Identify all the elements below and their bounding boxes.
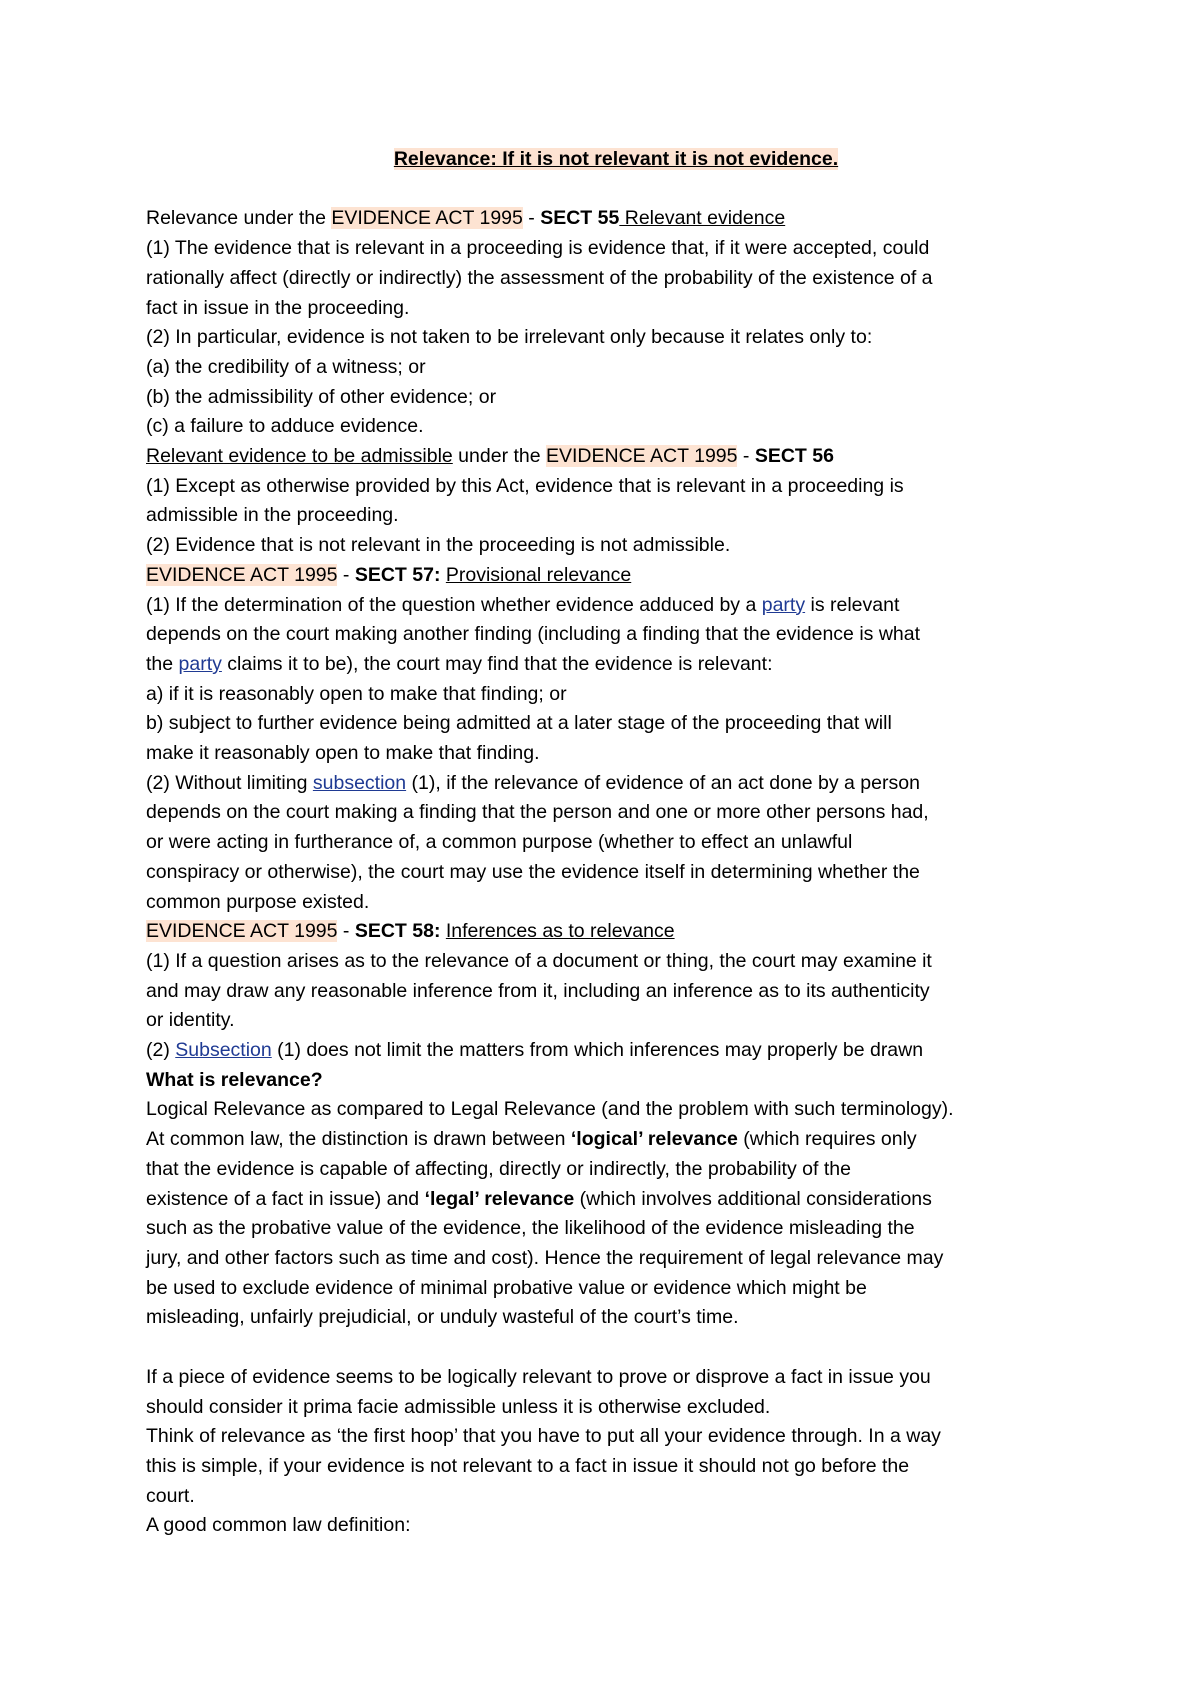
paragraph-line: depends on the court making another finding (including a finding that the evidence is what bbox=[146, 623, 921, 646]
paragraph-line: (1) If the determination of the question whether evidence adduced by a party is relevant bbox=[146, 593, 900, 616]
act-name: EVIDENCE ACT 1995 bbox=[331, 207, 523, 230]
paragraph-line: A good common law definition: bbox=[146, 1514, 411, 1537]
paragraph-line: depends on the court making a finding that the person and one or more other persons had, bbox=[146, 801, 929, 824]
paragraph-line: fact in issue in the proceeding. bbox=[146, 296, 410, 319]
paragraph-line: should consider it prima facie admissible unless it is otherwise excluded. bbox=[146, 1395, 771, 1418]
sect56-heading-line: Relevant evidence to be admissible under the EVIDENCE ACT 1995 - SECT 56 bbox=[146, 445, 834, 468]
list-item: (b) the admissibility of other evidence; or bbox=[146, 385, 497, 408]
paragraph-line: or identity. bbox=[146, 1009, 235, 1032]
paragraph-line: make it reasonably open to make that finding. bbox=[146, 742, 540, 765]
paragraph-line: b) subject to further evidence being admitted at a later stage of the proceeding that will bbox=[146, 712, 892, 735]
paragraph-line: such as the probative value of the evidence, the likelihood of the evidence misleading the bbox=[146, 1217, 915, 1240]
paragraph-line: (2) Without limiting subsection (1), if the relevance of evidence of an act done by a person bbox=[146, 771, 920, 794]
section-number: SECT 56 bbox=[754, 445, 834, 468]
logical-relevance-term: ‘logical’ relevance bbox=[570, 1128, 738, 1151]
paragraph-line: (2) In particular, evidence is not taken to be irrelevant only because it relates only to: bbox=[146, 326, 873, 349]
paragraph-line: common purpose existed. bbox=[146, 890, 370, 913]
paragraph-line: conspiracy or otherwise), the court may use the evidence itself in determining whether the bbox=[146, 860, 920, 883]
title-text: Relevance: If it is not relevant it is not evidence. bbox=[393, 148, 839, 170]
act-name: EVIDENCE ACT 1995 bbox=[546, 445, 738, 468]
section-number: SECT 55 bbox=[540, 207, 620, 230]
section-heading: Relevant evidence bbox=[619, 207, 786, 230]
paragraph-line: or were acting in furtherance of, a common purpose (whether to effect an unlawful bbox=[146, 831, 853, 854]
party-link[interactable]: party bbox=[178, 652, 222, 675]
paragraph-line: existence of a fact in issue) and ‘legal’ relevance (which involves additional considerations bbox=[146, 1187, 932, 1210]
paragraph-line: (1) The evidence that is relevant in a proceeding is evidence that, if it were accepted, could bbox=[146, 237, 930, 260]
document-title bbox=[146, 145, 1086, 175]
paragraph-line: If a piece of evidence seems to be logically relevant to prove or disprove a fact in issue you bbox=[146, 1365, 931, 1388]
party-link[interactable]: party bbox=[761, 593, 806, 616]
paragraph-line: Think of relevance as ‘the first hoop’ that you have to put all your evidence through. In a way bbox=[146, 1425, 941, 1448]
section-heading: Inferences as to relevance bbox=[445, 920, 675, 943]
list-item: (c) a failure to adduce evidence. bbox=[146, 415, 424, 438]
paragraph-line: At common law, the distinction is drawn between ‘logical’ relevance (which requires only bbox=[146, 1128, 917, 1151]
document-page bbox=[146, 145, 1086, 1541]
sect57-heading-line: EVIDENCE ACT 1995 - SECT 57: Provisional relevance bbox=[146, 563, 632, 586]
paragraph-line: and may draw any reasonable inference from it, including an inference as to its authenticity bbox=[146, 979, 930, 1002]
paragraph-line: admissible in the proceeding. bbox=[146, 504, 399, 527]
spacer bbox=[146, 1333, 1086, 1363]
paragraph-line: (2) Evidence that is not relevant in the proceeding is not admissible. bbox=[146, 534, 731, 557]
section-number: SECT 58: bbox=[354, 920, 441, 943]
paragraph-line: Logical Relevance as compared to Legal Relevance (and the problem with such terminology). bbox=[146, 1098, 954, 1121]
list-item: (a) the credibility of a witness; or bbox=[146, 355, 426, 378]
subsection-link[interactable]: Subsection bbox=[175, 1039, 272, 1062]
paragraph-line: court. bbox=[146, 1484, 195, 1507]
legal-relevance-term: ‘legal’ relevance bbox=[424, 1187, 575, 1210]
section-heading: Relevant evidence to be admissible bbox=[146, 445, 453, 468]
paragraph-line: (1) Except as otherwise provided by this Act, evidence that is relevant in a proceeding is bbox=[146, 474, 904, 497]
act-name: EVIDENCE ACT 1995 bbox=[146, 920, 338, 943]
paragraph-line: misleading, unfairly prejudicial, or unduly wasteful of the court’s time. bbox=[146, 1306, 739, 1329]
paragraph-line: this is simple, if your evidence is not relevant to a fact in issue it should not go before the bbox=[146, 1454, 910, 1477]
section-number: SECT 57: bbox=[354, 563, 441, 586]
paragraph-line: the party claims it to be), the court may find that the evidence is relevant: bbox=[146, 652, 773, 675]
paragraph-line: a) if it is reasonably open to make that finding; or bbox=[146, 682, 567, 705]
what-is-relevance-heading: What is relevance? bbox=[146, 1068, 323, 1091]
paragraph-line: jury, and other factors such as time and cost). Hence the requirement of legal relevance may bbox=[146, 1247, 944, 1269]
sect55-heading-line: Relevance under the EVIDENCE ACT 1995 - SECT 55 Relevant evidence bbox=[146, 207, 786, 230]
paragraph-line: that the evidence is capable of affecting, directly or indirectly, the probability of the bbox=[146, 1157, 851, 1180]
act-name: EVIDENCE ACT 1995 bbox=[146, 563, 338, 586]
sect58-heading-line: EVIDENCE ACT 1995 - SECT 58: Inferences as to relevance bbox=[146, 920, 675, 943]
paragraph-line: be used to exclude evidence of minimal probative value or evidence which might be bbox=[146, 1276, 867, 1299]
subsection-link[interactable]: subsection bbox=[312, 771, 407, 794]
paragraph-line: (2) Subsection (1) does not limit the matters from which inferences may properly be drawn bbox=[146, 1039, 924, 1062]
section-heading: Provisional relevance bbox=[445, 563, 632, 586]
spacer bbox=[146, 175, 1086, 205]
paragraph-line: rationally affect (directly or indirectly) the assessment of the probability of the existence of a bbox=[146, 266, 933, 289]
paragraph-line: (1) If a question arises as to the relevance of a document or thing, the court may examine it bbox=[146, 949, 932, 972]
